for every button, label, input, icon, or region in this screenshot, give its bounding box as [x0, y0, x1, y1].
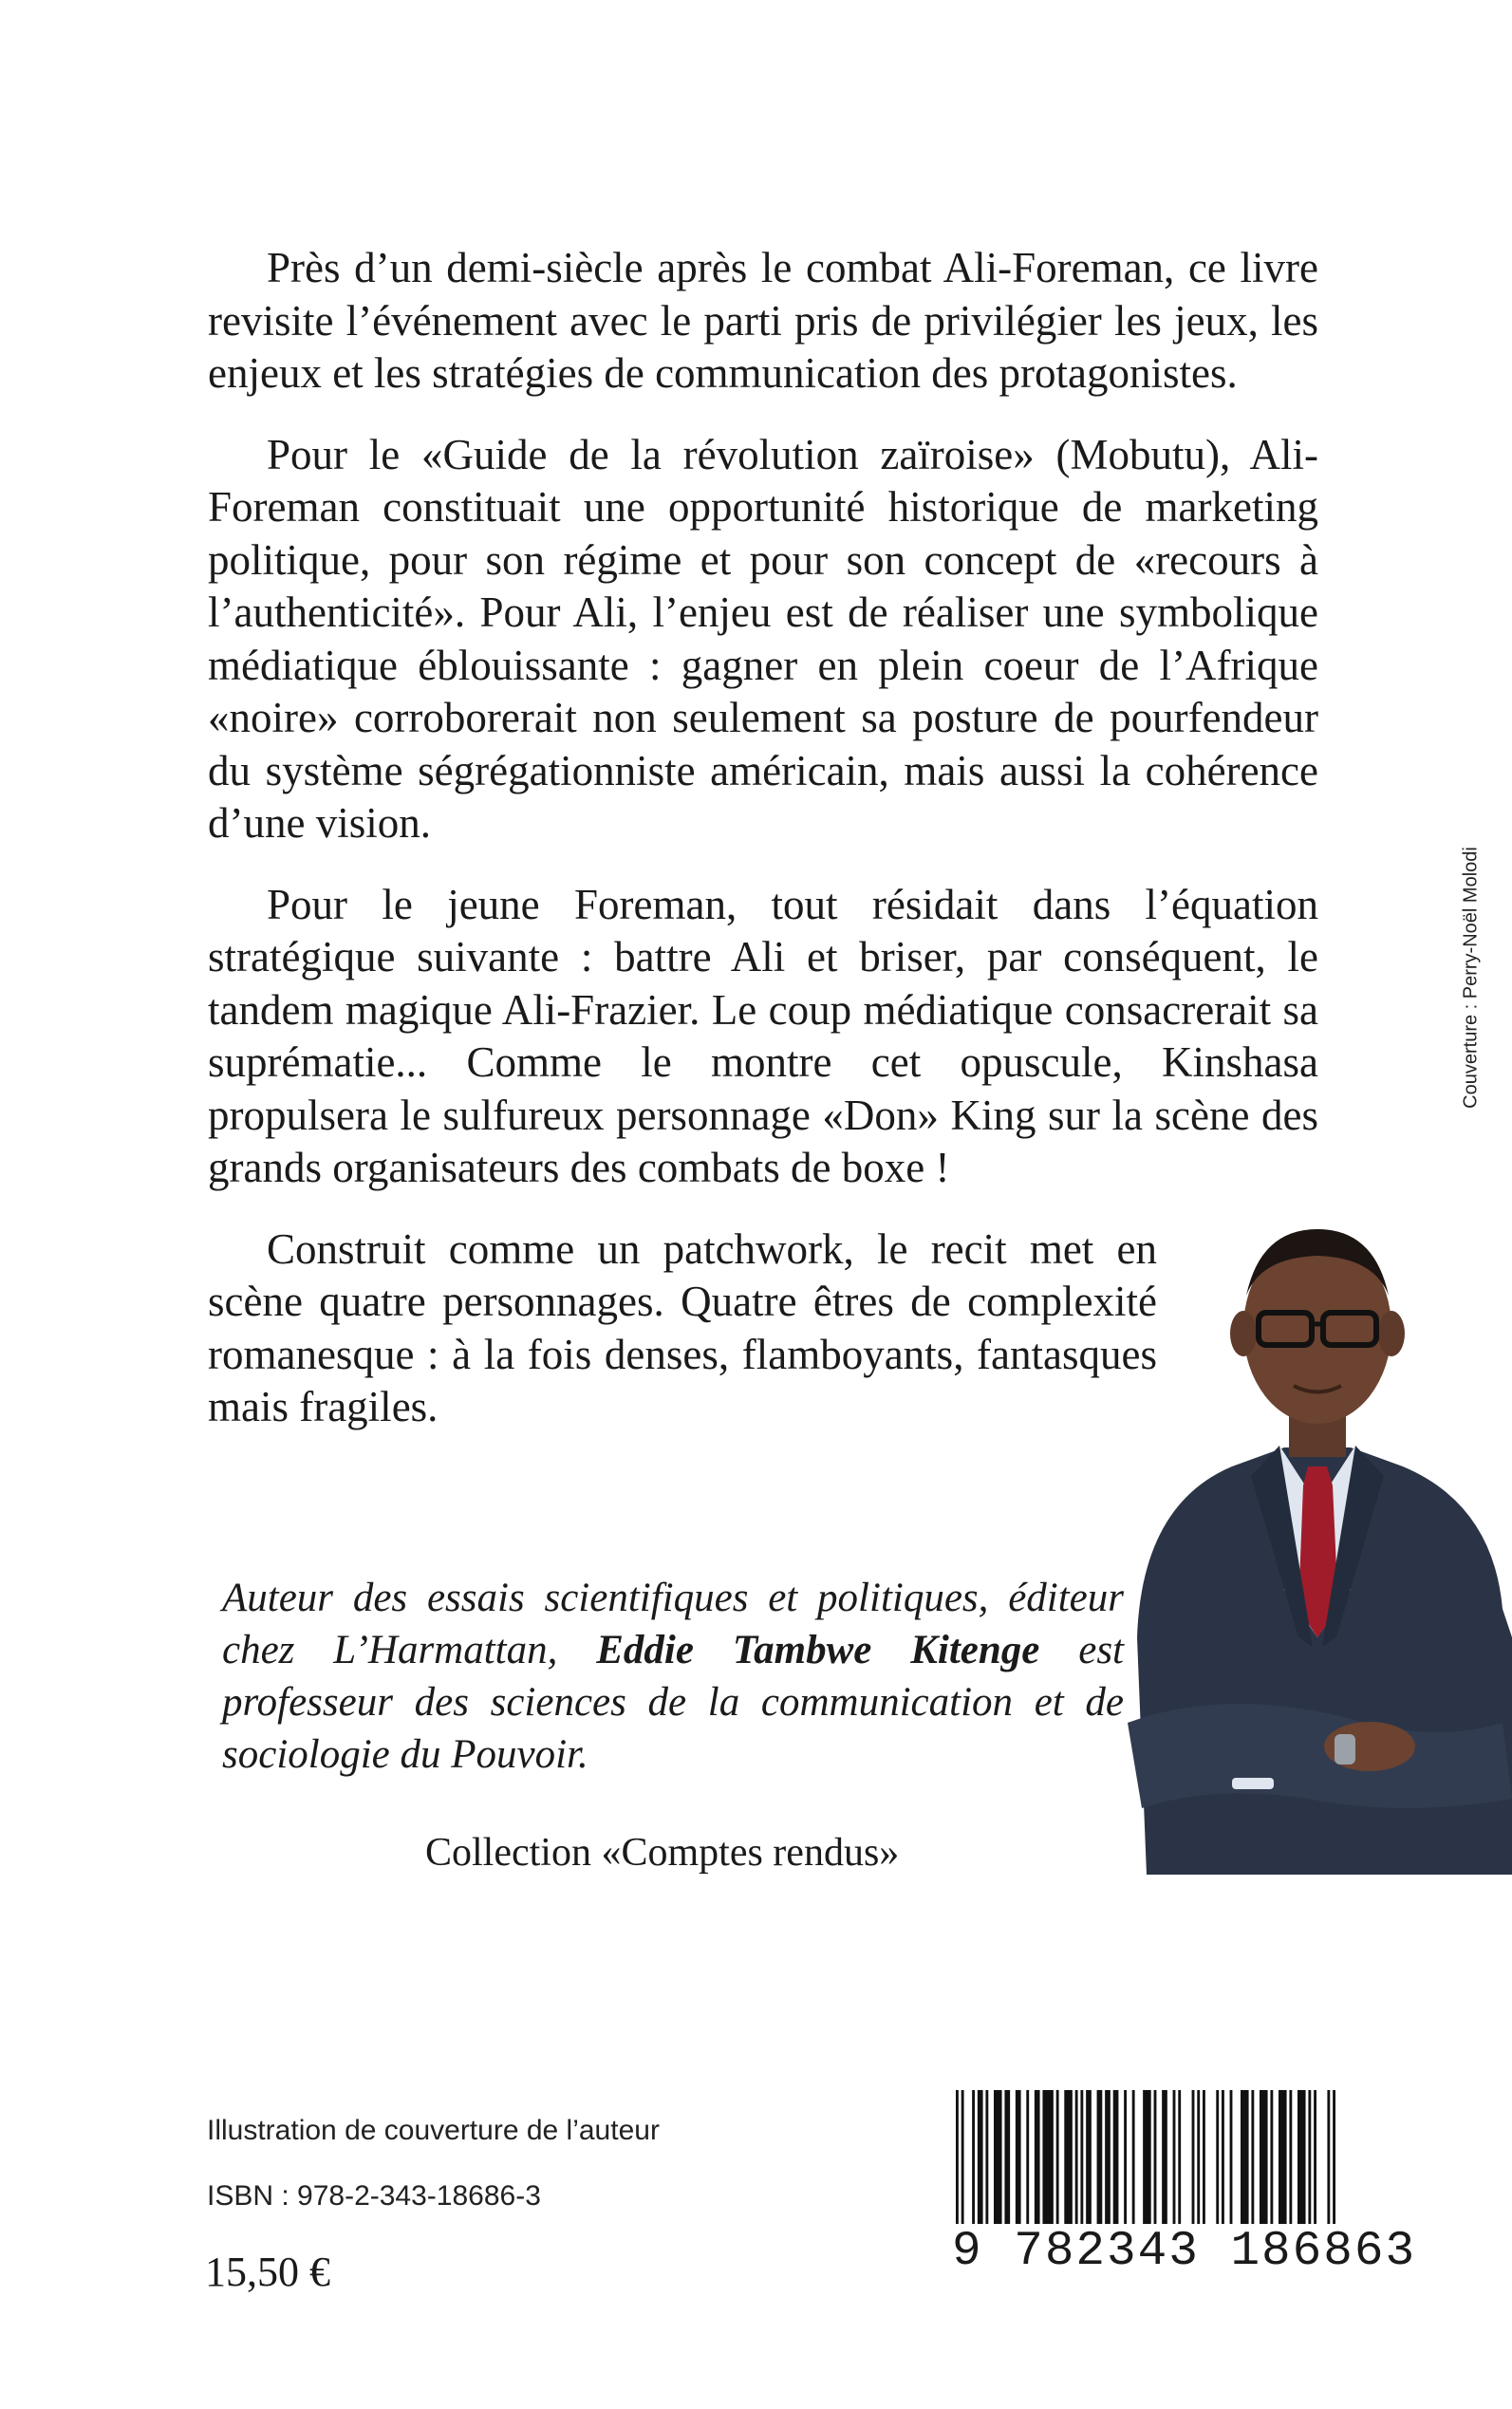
author-bio	[222, 1572, 1124, 1781]
cover-credit-text: Couverture : Perry-Noël Molodi	[1460, 847, 1482, 1109]
blurb-paragraph-1: Près d’un demi-siècle après le combat Ali-Foreman, ce livre revisite l’événement avec le parti pris de privilégier les jeux, les enjeux et les stratégies de communication des protagonistes.	[208, 244, 1318, 397]
author-portrait	[1118, 1191, 1512, 1875]
author-name: Eddie Tambwe Kitenge	[596, 1628, 1040, 1672]
price: 15,50 €	[205, 2249, 330, 2295]
blurb-paragraph-3: Pour le jeune Foreman, tout résidait dans l’équation stratégique suivante : battre Ali et briser, par conséquent, le tandem magique Ali-Frazier. Le coup médiatique consacrerait sa suprématie... Comme le montre cet opuscule, Kinshasa propulsera le sulfureux personnage «Don» King sur la scène des grands organisateurs des combats de boxe !	[208, 880, 1318, 1191]
blurb-paragraph-4: Construit comme un patchwork, le recit met en scène quatre personnages. Quatre êtres de complexité romanesque : à la fois denses, flamboyants, fantasques mais fragiles.	[208, 1224, 1157, 1430]
collection-name: Collection «Comptes rendus»	[425, 1831, 900, 1875]
barcode-digits: 9 782343 186863	[952, 2225, 1417, 2279]
illustration-credit: Illustration de couverture de l’auteur	[207, 2115, 660, 2146]
blurb-paragraph-2: Pour le «Guide de la révolution zaïroise» (Mobutu), Ali-Foreman constituait une opportunité historique de marketing politique, pour son régime et pour son concept de «recours à l’authenticité». Pour Ali, l’enjeu est de réaliser une symbolique médiatique éblouissante : gagner en plein coeur de l’Afrique «noire» corroborerait non seulement sa posture de pourfendeur du système ségrégationniste américain, mais aussi la cohérence d’une vision.	[208, 430, 1318, 847]
isbn: ISBN : 978-2-343-18686-3	[207, 2180, 541, 2212]
author-bio-rest: est professeur des sciences de la communication et de sociologie du Pouvoir.	[222, 1628, 1124, 1777]
author-bio-intro: Auteur des essais scientifiques et politiques, éditeur chez L’Harmattan,	[222, 1576, 1124, 1672]
cover-credit	[1452, 826, 1490, 1130]
